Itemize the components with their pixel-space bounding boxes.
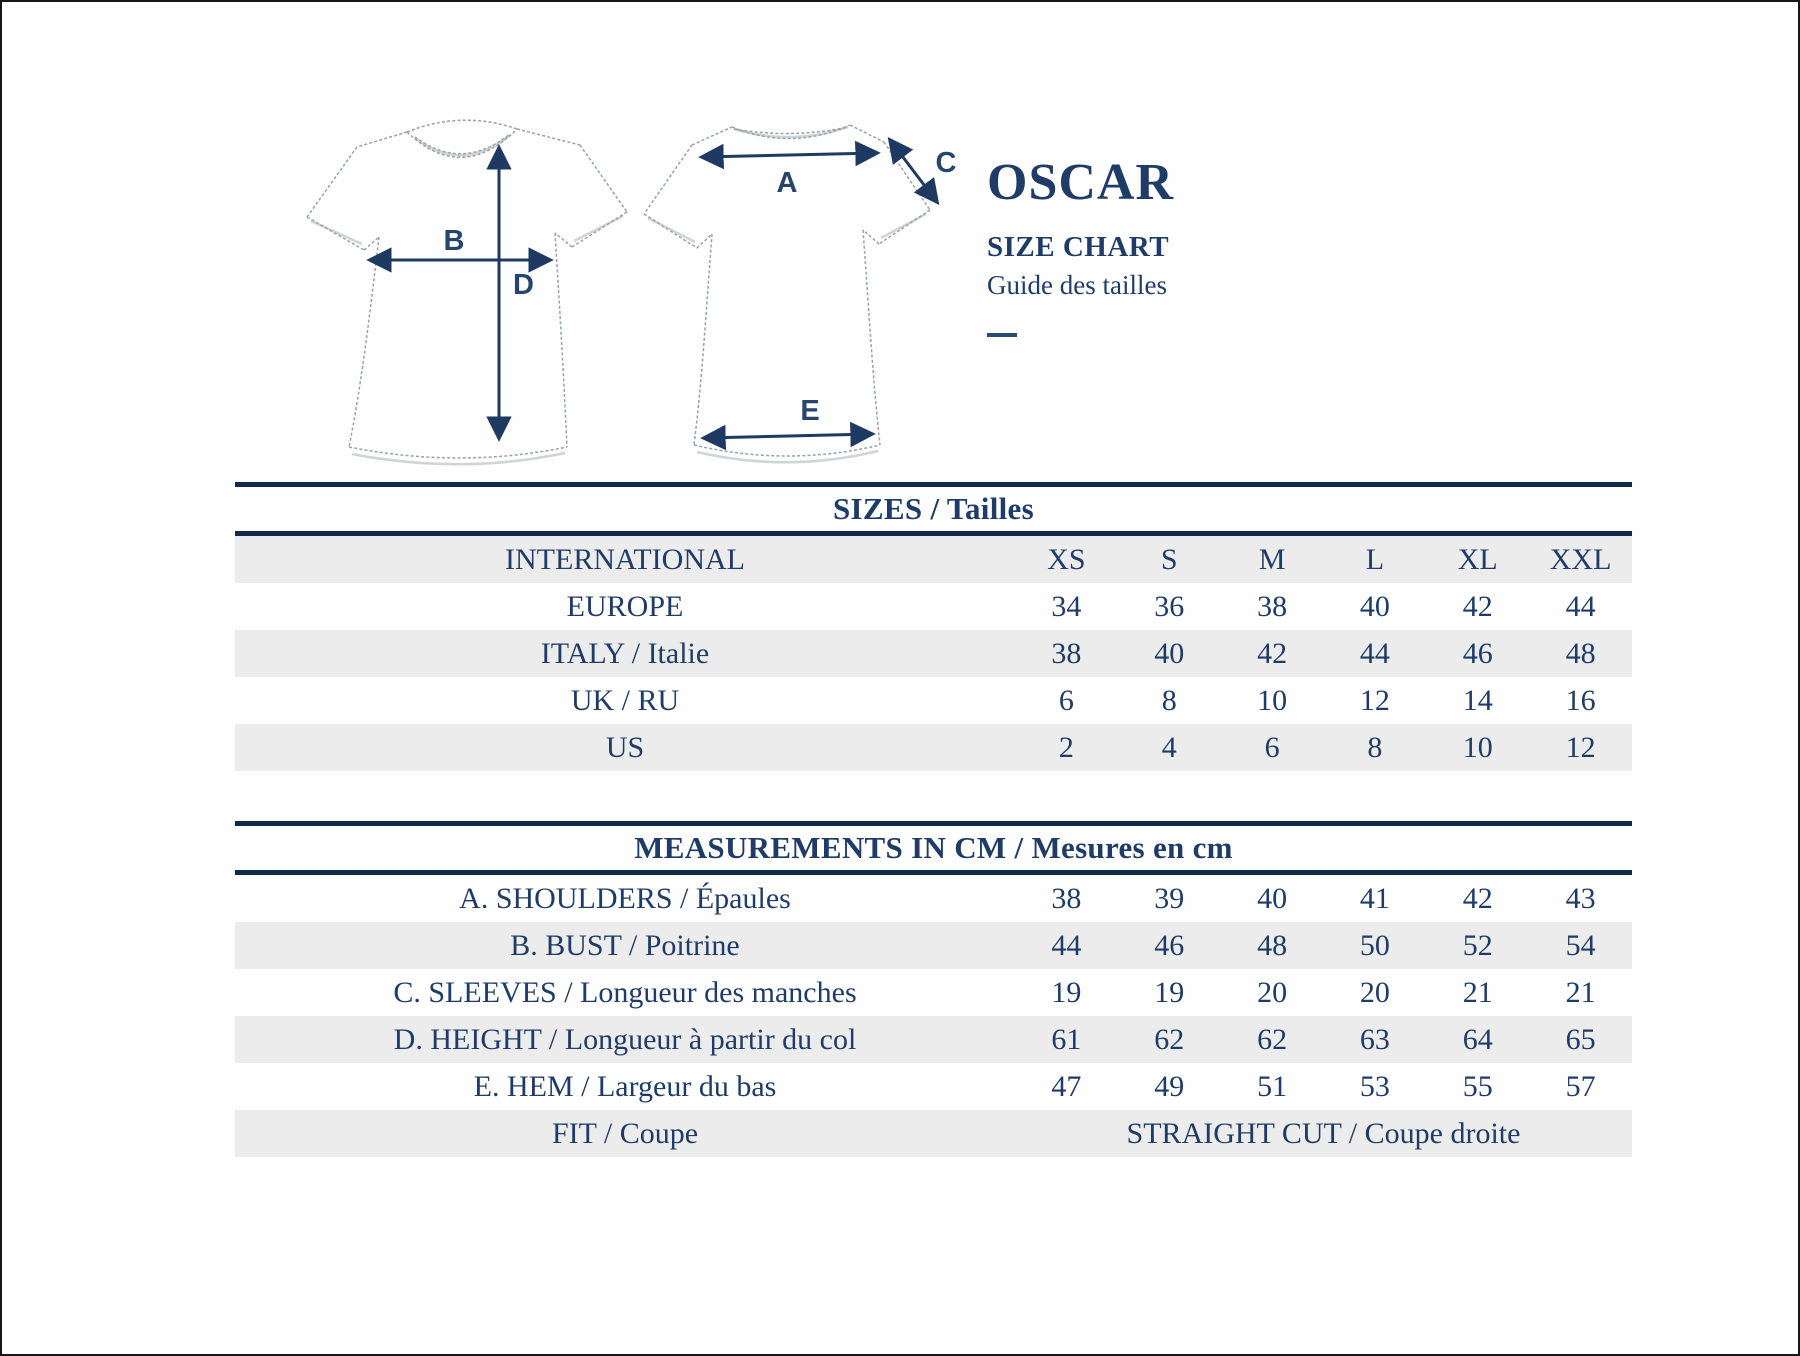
cell: 8	[1367, 730, 1383, 764]
cell: 36	[1154, 589, 1185, 623]
arrow-e-hem	[704, 434, 872, 438]
cell: 39	[1154, 881, 1185, 915]
cell: 44	[1051, 928, 1082, 962]
cell: 65	[1565, 1022, 1596, 1056]
cell: 51	[1257, 1069, 1288, 1103]
cell: 50	[1359, 928, 1390, 962]
measurement-arrows	[370, 140, 937, 438]
fit-row	[235, 1110, 1632, 1157]
cell: 46	[1462, 636, 1493, 670]
cell: 41	[1359, 881, 1390, 915]
cell: 6	[1058, 683, 1074, 717]
label-d: D	[513, 269, 534, 301]
cell: 21	[1462, 975, 1493, 1009]
cell: 61	[1051, 1022, 1082, 1056]
cell: 20	[1257, 975, 1288, 1009]
cell: 10	[1462, 730, 1493, 764]
table-row	[235, 875, 1632, 922]
table-row	[235, 536, 1632, 583]
fit-value: STRAIGHT CUT / Coupe droite	[1126, 1116, 1521, 1150]
table-gap	[235, 771, 1632, 821]
measurements-table	[235, 821, 1632, 1157]
size-chart-label: SIZE CHART	[987, 231, 1170, 263]
cell: 2	[1058, 730, 1074, 764]
cell: XXL	[1549, 542, 1612, 576]
cell: 62	[1257, 1022, 1288, 1056]
cell: 42	[1462, 881, 1493, 915]
row-label: C. SLEEVES / Longueur des manches	[393, 975, 857, 1009]
diagram-section	[2, 2, 1798, 482]
cell: 48	[1257, 928, 1288, 962]
cell: 4	[1161, 730, 1177, 764]
cell: 40	[1359, 589, 1390, 623]
label-c: C	[935, 147, 957, 179]
cell: 38	[1051, 636, 1082, 670]
cell: 34	[1051, 589, 1082, 623]
cell: 21	[1565, 975, 1596, 1009]
label-b: B	[443, 225, 465, 257]
cell: XS	[1047, 542, 1086, 576]
size-chart-label-fr: Guide des tailles	[987, 270, 1167, 300]
product-title: OSCAR	[987, 154, 1175, 211]
row-label: UK / RU	[570, 683, 680, 717]
row-label: FIT / Coupe	[551, 1116, 699, 1150]
table-row	[235, 1016, 1632, 1063]
cell: 53	[1359, 1069, 1390, 1103]
cell: 52	[1462, 928, 1493, 962]
cell: 55	[1462, 1069, 1493, 1103]
brand-block	[987, 154, 1175, 337]
row-label: E. HEM / Largeur du bas	[473, 1069, 777, 1103]
tshirt-front-outline	[307, 120, 627, 464]
cell: 49	[1154, 1069, 1185, 1103]
cell: XL	[1457, 542, 1498, 576]
cell: 63	[1359, 1022, 1390, 1056]
sizes-table-header: SIZES / Tailles	[235, 482, 1632, 536]
cell: 19	[1051, 975, 1082, 1009]
table-row	[235, 1063, 1632, 1110]
cell: 47	[1051, 1069, 1082, 1103]
cell: 42	[1462, 589, 1493, 623]
tables-section	[235, 482, 1632, 1157]
cell: 20	[1359, 975, 1390, 1009]
cell: 42	[1257, 636, 1288, 670]
cell: 57	[1565, 1069, 1596, 1103]
tshirt-measurement-diagram	[282, 102, 972, 477]
cell: 54	[1565, 928, 1596, 962]
table-row	[235, 724, 1632, 771]
row-label: A. SHOULDERS / Épaules	[459, 881, 791, 915]
cell: 14	[1462, 683, 1493, 717]
cell: 19	[1154, 975, 1185, 1009]
decorative-dash	[987, 333, 1017, 337]
measurements-table-header: MEASUREMENTS IN CM / Mesures en cm	[235, 821, 1632, 875]
cell: 44	[1359, 636, 1390, 670]
cell: S	[1160, 542, 1178, 576]
sizes-table	[235, 482, 1632, 771]
cell: 38	[1257, 589, 1288, 623]
cell: 64	[1462, 1022, 1493, 1056]
cell: 43	[1565, 881, 1596, 915]
arrow-c-sleeve	[890, 140, 937, 202]
row-label: INTERNATIONAL	[505, 542, 745, 576]
row-label: B. BUST / Poitrine	[510, 928, 740, 962]
cell: 62	[1154, 1022, 1185, 1056]
table-row	[235, 630, 1632, 677]
cell: L	[1365, 542, 1385, 576]
cell: 38	[1051, 881, 1082, 915]
cell: 6	[1264, 730, 1280, 764]
cell: 12	[1359, 683, 1390, 717]
label-e: E	[800, 395, 820, 427]
cell: 12	[1565, 730, 1596, 764]
cell: 16	[1565, 683, 1596, 717]
table-row	[235, 677, 1632, 724]
cell: 40	[1257, 881, 1288, 915]
table-row	[235, 583, 1632, 630]
label-a: A	[776, 167, 798, 199]
cell: 40	[1154, 636, 1185, 670]
cell: M	[1258, 542, 1286, 576]
row-label: US	[605, 730, 645, 764]
cell: 10	[1257, 683, 1288, 717]
cell: 48	[1565, 636, 1596, 670]
arrow-a-shoulders	[702, 153, 877, 157]
table-row	[235, 922, 1632, 969]
row-label: ITALY / Italie	[540, 636, 710, 670]
table-row	[235, 969, 1632, 1016]
cell: 8	[1161, 683, 1177, 717]
row-label: EUROPE	[566, 589, 684, 623]
row-label: D. HEIGHT / Longueur à partir du col	[393, 1022, 857, 1056]
cell: 46	[1154, 928, 1185, 962]
cell: 44	[1565, 589, 1596, 623]
